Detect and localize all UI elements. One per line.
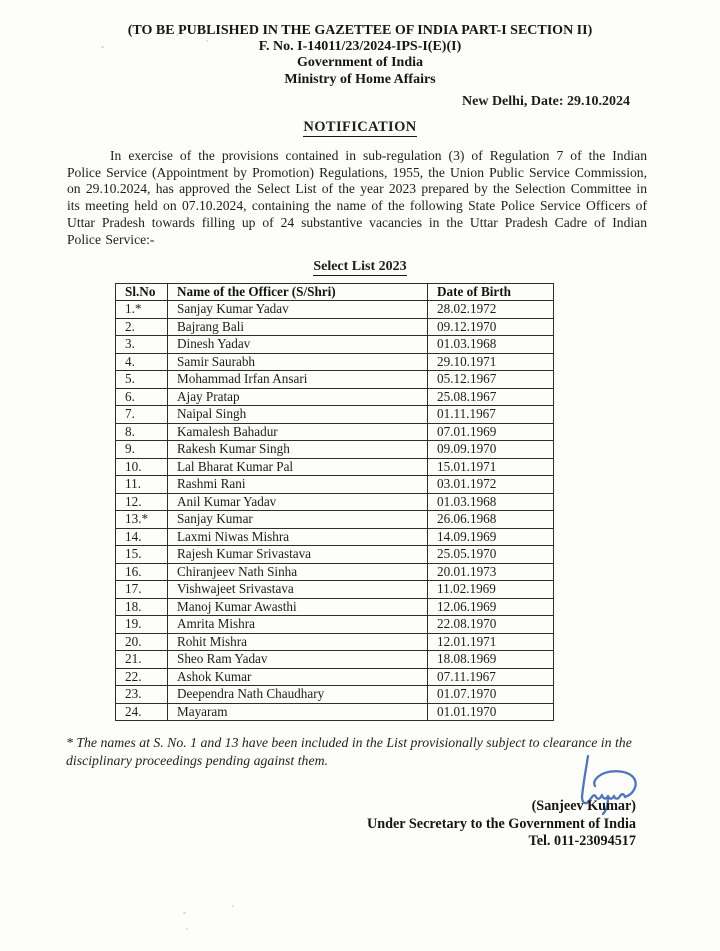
date-of-birth-cell: 22.08.1970 bbox=[428, 616, 554, 634]
officer-name-cell: Manoj Kumar Awasthi bbox=[168, 598, 428, 616]
table-row bbox=[116, 458, 554, 476]
select-list-title bbox=[0, 259, 720, 275]
notification-title-text: NOTIFICATION bbox=[303, 118, 417, 135]
notification-title bbox=[0, 119, 720, 136]
officer-name-cell: Chiranjeev Nath Sinha bbox=[168, 563, 428, 581]
government-line: Government of India bbox=[297, 55, 423, 71]
officer-name-cell: Rohit Mishra bbox=[168, 633, 428, 651]
officer-name-cell: Rashmi Rani bbox=[168, 476, 428, 494]
provisional-footnote: * The names at S. No. 1 and 13 have been included in the List provisionally subject to clearance in the disciplinary proceedings pending against them. bbox=[66, 735, 632, 768]
date-of-birth-cell: 12.01.1971 bbox=[428, 633, 554, 651]
date-of-birth-cell: 01.01.1970 bbox=[428, 703, 554, 721]
table-row bbox=[116, 686, 554, 704]
serial-number-cell: 19. bbox=[116, 616, 168, 634]
table-row bbox=[116, 546, 554, 564]
officer-name-cell: Vishwajeet Srivastava bbox=[168, 581, 428, 599]
officer-name-cell: Sanjay Kumar bbox=[168, 511, 428, 529]
officer-name-cell: Anil Kumar Yadav bbox=[168, 493, 428, 511]
date-of-birth-cell: 01.03.1968 bbox=[428, 493, 554, 511]
serial-number-cell: 13.* bbox=[116, 511, 168, 529]
table-row bbox=[116, 528, 554, 546]
table-row bbox=[116, 423, 554, 441]
serial-number-cell: 14. bbox=[116, 528, 168, 546]
serial-number-cell: 11. bbox=[116, 476, 168, 494]
table-row bbox=[116, 493, 554, 511]
scan-speck bbox=[186, 928, 188, 930]
table-row bbox=[116, 476, 554, 494]
officer-name-cell: Bajrang Bali bbox=[168, 318, 428, 336]
officer-name-cell: Rakesh Kumar Singh bbox=[168, 441, 428, 459]
select-list-title-text: Select List 2023 bbox=[313, 258, 407, 274]
select-list-table bbox=[115, 283, 554, 722]
document-header bbox=[0, 0, 720, 88]
table-row bbox=[116, 318, 554, 336]
table-row bbox=[116, 371, 554, 389]
date-of-birth-cell: 14.09.1969 bbox=[428, 528, 554, 546]
date-of-birth-cell: 05.12.1967 bbox=[428, 371, 554, 389]
table-row bbox=[116, 441, 554, 459]
date-of-birth-cell: 03.01.1972 bbox=[428, 476, 554, 494]
serial-number-cell: 1.* bbox=[116, 301, 168, 319]
file-number-line: F. No. I-14011/23/2024-IPS-I(E)(I) bbox=[258, 39, 462, 55]
serial-number-cell: 17. bbox=[116, 581, 168, 599]
date-of-birth-cell: 29.10.1971 bbox=[428, 353, 554, 371]
officer-name-cell: Mayaram bbox=[168, 703, 428, 721]
table-row bbox=[116, 651, 554, 669]
date-of-birth-cell: 15.01.1971 bbox=[428, 458, 554, 476]
officer-name-cell: Naipal Singh bbox=[168, 406, 428, 424]
date-of-birth-cell: 07.01.1969 bbox=[428, 423, 554, 441]
date-of-birth-cell: 01.03.1968 bbox=[428, 336, 554, 354]
serial-number-cell: 12. bbox=[116, 493, 168, 511]
date-of-birth-cell: 18.08.1969 bbox=[428, 651, 554, 669]
serial-number-cell: 21. bbox=[116, 651, 168, 669]
serial-number-cell: 5. bbox=[116, 371, 168, 389]
serial-number-cell: 23. bbox=[116, 686, 168, 704]
officer-name-cell: Ajay Pratap bbox=[168, 388, 428, 406]
scan-speck bbox=[176, 34, 178, 36]
officer-name-cell: Mohammad Irfan Ansari bbox=[168, 371, 428, 389]
table-row bbox=[116, 336, 554, 354]
serial-number-cell: 16. bbox=[116, 563, 168, 581]
serial-number-cell: 2. bbox=[116, 318, 168, 336]
place-date-line: New Delhi, Date: 29.10.2024 bbox=[462, 93, 630, 109]
date-of-birth-cell: 07.11.1967 bbox=[428, 668, 554, 686]
table-row bbox=[116, 353, 554, 371]
serial-number-cell: 10. bbox=[116, 458, 168, 476]
officer-name-cell: Kamalesh Bahadur bbox=[168, 423, 428, 441]
serial-number-cell: 6. bbox=[116, 388, 168, 406]
gazette-publication-line: (TO BE PUBLISHED IN THE GAZETTEE OF INDIA PART-I SECTION II) bbox=[127, 23, 593, 38]
officer-name-cell: Laxmi Niwas Mishra bbox=[168, 528, 428, 546]
table-header bbox=[116, 283, 554, 301]
signature-block bbox=[367, 798, 636, 851]
date-of-birth-cell: 11.02.1969 bbox=[428, 581, 554, 599]
table-header-row bbox=[116, 283, 554, 301]
date-of-birth-cell: 28.02.1972 bbox=[428, 301, 554, 319]
officer-name-cell: Sanjay Kumar Yadav bbox=[168, 301, 428, 319]
table-row bbox=[116, 406, 554, 424]
date-of-birth-cell: 20.01.1973 bbox=[428, 563, 554, 581]
officer-name-cell: Deependra Nath Chaudhary bbox=[168, 686, 428, 704]
column-header-officer-name: Name of the Officer (S/Shri) bbox=[168, 283, 428, 301]
serial-number-cell: 24. bbox=[116, 703, 168, 721]
officer-name-cell: Sheo Ram Yadav bbox=[168, 651, 428, 669]
signatory-designation: Under Secretary to the Government of India bbox=[366, 815, 636, 832]
scan-speck bbox=[101, 46, 104, 48]
serial-number-cell: 4. bbox=[116, 353, 168, 371]
date-of-birth-cell: 09.09.1970 bbox=[428, 441, 554, 459]
table-row bbox=[116, 598, 554, 616]
serial-number-cell: 20. bbox=[116, 633, 168, 651]
signatory-name: (Sanjeev Kumar) bbox=[531, 798, 636, 814]
table-body bbox=[116, 301, 554, 721]
table-row bbox=[116, 703, 554, 721]
table-row bbox=[116, 511, 554, 529]
date-of-birth-cell: 25.05.1970 bbox=[428, 546, 554, 564]
serial-number-cell: 8. bbox=[116, 423, 168, 441]
table-row bbox=[116, 616, 554, 634]
serial-number-cell: 22. bbox=[116, 668, 168, 686]
date-of-birth-cell: 01.11.1967 bbox=[428, 406, 554, 424]
serial-number-cell: 9. bbox=[116, 441, 168, 459]
serial-number-cell: 15. bbox=[116, 546, 168, 564]
ministry-line: Ministry of Home Affairs bbox=[284, 71, 436, 87]
officer-name-cell: Samir Saurabh bbox=[168, 353, 428, 371]
officer-name-cell: Lal Bharat Kumar Pal bbox=[168, 458, 428, 476]
serial-number-cell: 18. bbox=[116, 598, 168, 616]
table-row bbox=[116, 581, 554, 599]
column-header-date-of-birth: Date of Birth bbox=[428, 283, 554, 301]
table-row bbox=[116, 563, 554, 581]
table-row bbox=[116, 668, 554, 686]
scan-speck bbox=[232, 905, 234, 907]
scan-speck bbox=[206, 40, 208, 42]
date-of-birth-cell: 09.12.1970 bbox=[428, 318, 554, 336]
date-of-birth-cell: 25.08.1967 bbox=[428, 388, 554, 406]
table-row bbox=[116, 388, 554, 406]
date-of-birth-cell: 12.06.1969 bbox=[428, 598, 554, 616]
serial-number-cell: 7. bbox=[116, 406, 168, 424]
column-header-slno: Sl.No bbox=[116, 283, 168, 301]
officer-name-cell: Ashok Kumar bbox=[168, 668, 428, 686]
serial-number-cell: 3. bbox=[116, 336, 168, 354]
officer-name-cell: Rajesh Kumar Srivastava bbox=[168, 546, 428, 564]
table-row bbox=[116, 633, 554, 651]
officer-name-cell: Amrita Mishra bbox=[168, 616, 428, 634]
body-paragraph: In exercise of the provisions contained in sub-regulation (3) of Regulation 7 of the Indian Police Service (Appointment by Promotion) Regulations, 1955, the Union Public Service Commission, on 29.10.2024, has approved the Select List of the year 2023 prepared by the Selection Committee in its meeting held on 07.10.2024, containing the name of the following State Police Service Officers of Uttar Pradesh towards filling up of 24 substantive vacancies in the Uttar Pradesh Cadre of Indian Police Service:- bbox=[67, 147, 647, 247]
date-of-birth-cell: 01.07.1970 bbox=[428, 686, 554, 704]
scan-speck bbox=[183, 912, 186, 914]
officer-name-cell: Dinesh Yadav bbox=[168, 336, 428, 354]
date-of-birth-cell: 26.06.1968 bbox=[428, 511, 554, 529]
signatory-telephone: Tel. 011-23094517 bbox=[528, 833, 636, 850]
table-row bbox=[116, 301, 554, 319]
